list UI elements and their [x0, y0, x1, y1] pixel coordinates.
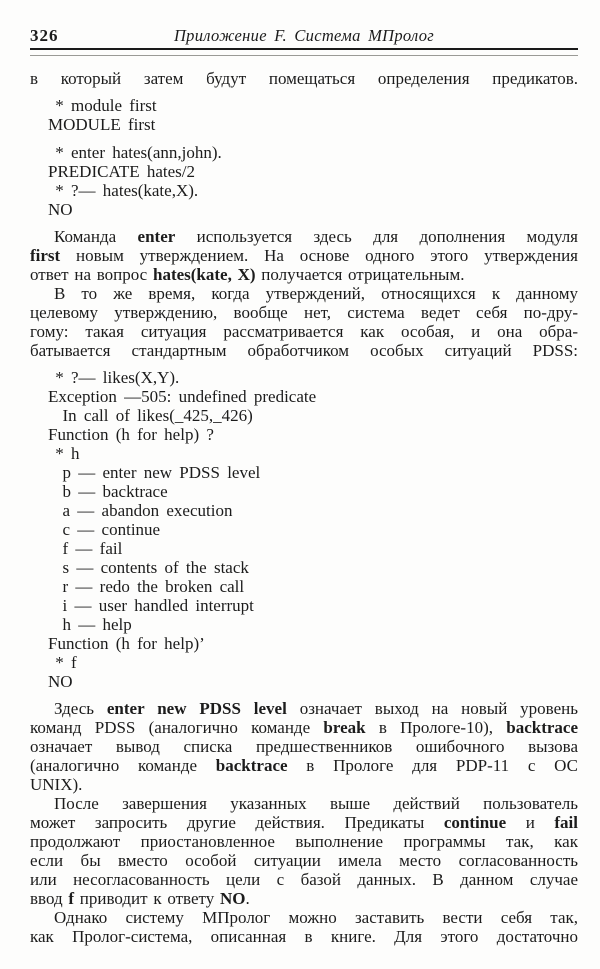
text: в Прологе для PDP-11 с ОС [287, 756, 578, 775]
code-line: b — backtrace [48, 482, 168, 501]
code-block [48, 96, 578, 134]
text-line [30, 870, 578, 889]
paragraph [30, 284, 578, 360]
code-block [48, 143, 578, 219]
text: гому: такая ситуация рассматривается как особая, и она обра- [30, 322, 578, 341]
text-line [30, 775, 578, 794]
text: означает вывод списка предшественников ошибочного вызова [30, 737, 578, 756]
bold-text: f [68, 889, 75, 908]
bold-text: backtrace [506, 718, 578, 737]
code-line: MODULE first [48, 115, 156, 134]
code-block [48, 368, 578, 691]
text-line [30, 322, 578, 341]
text: После завершения указанных выше действий пользователь [54, 794, 578, 813]
text: ввод [30, 889, 69, 908]
text: получается отрицательным. [255, 265, 465, 284]
text-line [30, 756, 578, 775]
text-line [30, 832, 578, 851]
text: означает выход на новый уровень [286, 699, 578, 718]
page-content [30, 69, 578, 946]
text: Здесь [54, 699, 107, 718]
text: используется здесь для дополнения модуля [175, 227, 578, 246]
text: В то же время, когда утверждений, относящихся к данному [54, 284, 578, 303]
header-rule [30, 48, 578, 56]
text: ответ на вопрос [30, 265, 153, 284]
text-line [30, 246, 578, 265]
code-line: Exception —505: undefined predicate [48, 387, 317, 406]
code-line: * ?— likes(X,Y). [48, 368, 180, 387]
paragraph [30, 227, 578, 284]
text: продолжают приостановленное выполнение программы так, как [30, 832, 578, 851]
bold-text: continue [443, 813, 507, 832]
bold-text: backtrace [215, 756, 288, 775]
code-line: i — user handled interrupt [48, 596, 254, 615]
text: или несогласованность цели с базой данных. В данном случае [30, 870, 578, 889]
code-line: p — enter new PDSS level [48, 463, 261, 482]
code-line: s — contents of the stack [48, 558, 249, 577]
text-line [30, 69, 578, 88]
code-line: PREDICATE hates/2 [48, 162, 196, 181]
paragraph [30, 794, 578, 908]
code-line: NO [48, 200, 73, 219]
header-title: Приложение F. Система МПролог [173, 26, 435, 45]
text: и [506, 813, 555, 832]
code-line: * enter hates(ann,john). [48, 143, 222, 162]
text-line [30, 341, 578, 360]
text: новым утверждением. На основе одного этого утверждения [60, 246, 578, 265]
bold-text: break [323, 718, 366, 737]
page-number: 326 [30, 26, 59, 45]
text: приводит к ответу [74, 889, 220, 908]
code-line: c — continue [48, 520, 161, 539]
text-line [30, 851, 578, 870]
text: в который затем будут помещаться определения предикатов. [30, 69, 578, 88]
text: как Пролог-система, описанная в книге. Для этого достаточно [30, 927, 578, 946]
text: может запросить другие действия. Предикаты [30, 813, 444, 832]
code-line: * f [48, 653, 77, 672]
text: . [245, 889, 250, 908]
text-line [30, 265, 578, 284]
text-line [30, 908, 578, 927]
code-line: * ?— hates(kate,X). [48, 181, 199, 200]
text-line [30, 718, 578, 737]
bold-text: enter [137, 227, 176, 246]
code-line: In call of likes(_425,_426) [48, 406, 253, 425]
code-line: h — help [48, 615, 132, 634]
code-line: * module first [48, 96, 157, 115]
text: целевому утверждению, вообще нет, система ведет себя по-дру- [30, 303, 578, 322]
text-line [30, 794, 578, 813]
text: (аналогично команде [30, 756, 216, 775]
bold-text: hates(kate, X) [152, 265, 256, 284]
bold-text: enter new PDSS level [106, 699, 287, 718]
text-line [30, 227, 578, 246]
text-line [30, 699, 578, 718]
page-header [30, 24, 578, 46]
text: команд PDSS (аналогично команде [30, 718, 324, 737]
text-line [30, 889, 578, 908]
text-line [30, 927, 578, 946]
code-line: NO [48, 672, 73, 691]
code-line: Function (h for help)’ [48, 634, 205, 653]
text: батывается стандартным обработчиком особых ситуаций PDSS: [30, 341, 578, 360]
bold-text: NO [219, 889, 246, 908]
text: Однако систему МПролог можно заставить вести себя так, [54, 908, 578, 927]
code-line: Function (h for help) ? [48, 425, 214, 444]
text: в Прологе-10), [365, 718, 507, 737]
text-line [30, 303, 578, 322]
text: Команда [54, 227, 138, 246]
code-line: * h [48, 444, 80, 463]
code-line: r — redo the broken call [48, 577, 245, 596]
code-line: a — abandon execution [48, 501, 233, 520]
text-line [30, 737, 578, 756]
text-line [30, 813, 578, 832]
paragraph [30, 699, 578, 794]
bold-text: fail [554, 813, 578, 832]
text-line [30, 284, 578, 303]
paragraph [30, 69, 578, 88]
paragraph [30, 908, 578, 946]
text: если бы вместо особой ситуации имела место согласованность [30, 851, 578, 870]
bold-text: first [30, 246, 61, 265]
text: UNIX). [30, 775, 83, 794]
code-line: f — fail [48, 539, 123, 558]
